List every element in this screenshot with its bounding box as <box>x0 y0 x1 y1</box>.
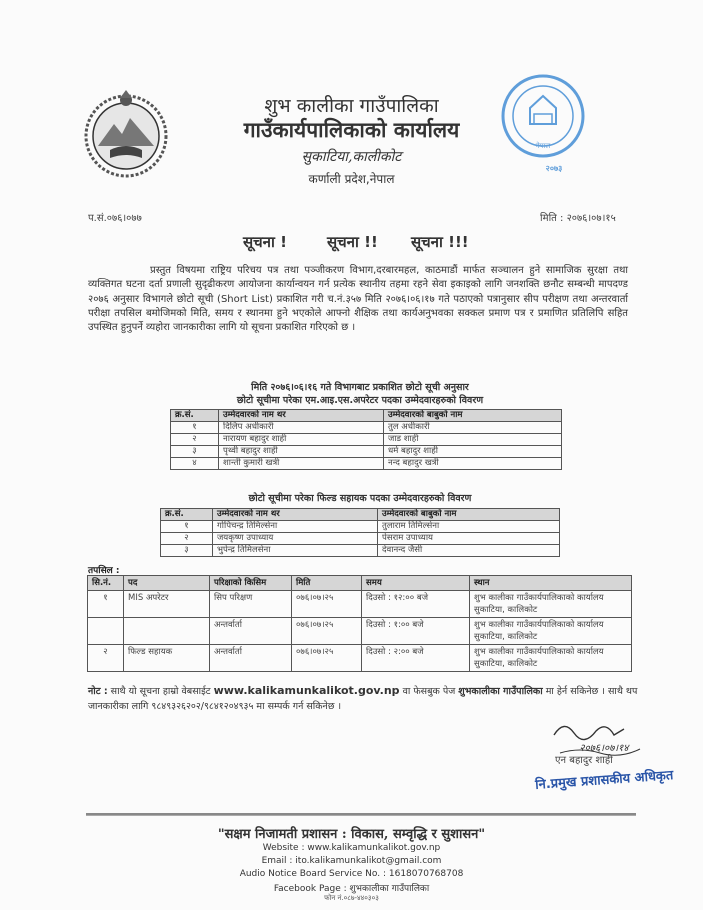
table-header-row <box>161 509 560 521</box>
cell: ४ <box>171 458 219 470</box>
table-header-row <box>88 576 632 591</box>
cell: पृथ्वी बहादुर शाही <box>219 446 384 458</box>
footer-website[interactable]: Website : www.kalikamunkalikot.gov.np <box>262 843 441 853</box>
signatory-name: एन बहादुर शाही <box>555 755 613 766</box>
col-exam-type: परिक्षाको किसिम <box>210 576 292 591</box>
notice-heading-1: सूचना ! <box>243 233 287 251</box>
col-father-name: उम्मेदवारको बाबुको नाम <box>384 410 562 422</box>
footer-facebook[interactable]: Facebook Page : शुभकालीका गाउँपालिका <box>273 884 430 894</box>
note-text-3: मा हेर्न सकिनेछ । साथै थप जानकारीका लागि ९८४९३२६२०२/९८४१२०४९३५ मा सम्पर्क गर्न सकिनेछ । <box>88 686 638 712</box>
org-name: शुभ कालीका गाउँपालिका <box>264 95 439 117</box>
cell: ३ <box>171 446 219 458</box>
col-candidate-name: उम्मेदवारको नाम थर <box>219 410 384 422</box>
col-father-name: उम्मेदवारको बाबुको नाम <box>378 509 560 521</box>
col-sn: क्र.सं. <box>171 410 219 422</box>
footer-email[interactable]: Email : ito.kalikamunkalikot@gmail.com <box>261 856 442 866</box>
cell: १ <box>171 422 219 434</box>
table-row <box>161 521 560 533</box>
col-candidate-name: उम्मेदवारको नाम थर <box>213 509 378 521</box>
cell: ०७६।०७।२५ <box>292 618 362 645</box>
footer-phone: फोन नं.०८७-४४०३०३ <box>324 894 379 902</box>
cell: तुल अधीकारी <box>384 422 562 434</box>
reference-number: प.सं.०७६।०७७ <box>88 213 142 224</box>
office-name: गाउँकार्यपालिकाको कार्यालय <box>243 117 460 142</box>
cell: शुभ कालीका गाउँकार्यपालिकाको कार्यालय सुकाटिया, कालिकोट <box>470 618 632 645</box>
col-sn: सि.नं. <box>88 576 124 591</box>
cell: पेसराम उपाध्याय <box>378 533 560 545</box>
col-sn: क्र.सं. <box>161 509 213 521</box>
col-post: पद <box>124 576 210 591</box>
cell: ३ <box>161 545 213 557</box>
table-row <box>88 645 632 672</box>
cell: १ <box>88 591 124 618</box>
schedule-table <box>87 575 632 672</box>
cell: देवानन्द जैसी <box>378 545 560 557</box>
svg-text:नेपाल: नेपाल <box>535 142 551 150</box>
province-line: कर्णाली प्रदेश,नेपाल <box>308 172 395 186</box>
footer-audio-service: Audio Notice Board Service No. : 1618070768708 <box>239 869 464 879</box>
svg-text:२०७३: २०७३ <box>545 164 563 173</box>
mis-operator-candidates-table <box>170 409 562 470</box>
cell: अन्तर्वार्ता <box>210 645 292 672</box>
note-label: नोट : <box>88 686 108 697</box>
svg-text:२०७६।०७।१४: २०७६।०७।१४ <box>579 743 629 754</box>
notice-heading-2: सूचना !! <box>327 233 378 251</box>
notice-heading-3: सूचना !!! <box>411 233 469 251</box>
cell: ०७६।०७।२५ <box>292 645 362 672</box>
note-text-2: वा फेसबुक पेज <box>399 686 459 697</box>
cell <box>124 618 210 645</box>
table-header-row <box>171 410 562 422</box>
cell: जयकृष्ण उपाध्याय <box>213 533 378 545</box>
cell: शान्ती कुमारी खत्री <box>219 458 384 470</box>
letter-date: मिति : २०७६।०७।१५ <box>540 213 616 224</box>
table-row <box>161 533 560 545</box>
table-row <box>171 446 562 458</box>
cell: तुलाराम तिमिल्सेना <box>378 521 560 533</box>
table1-caption-line2: छोटो सूचीमा परेका एम.आइ.एस.अपरेटर पदका उम्मेदवारहरुको विवरण <box>236 395 484 406</box>
cell: दिउसो : १:०० बजे <box>362 618 470 645</box>
cell: दिउसो : २:०० बजे <box>362 645 470 672</box>
schedule-label: तपसिल : <box>88 566 120 576</box>
table1-caption-line1: मिति २०७६।०६।१६ गते विभागबाट प्रकाशित छोटो सूची अनुसार <box>251 382 469 393</box>
note-paragraph <box>88 683 638 714</box>
footer-slogan: "सक्षम निजामती प्रशासन : विकास, सम्वृद्धि र सुशासन" <box>217 827 486 842</box>
signatory-title: नि.प्रमुख प्रशासकीय अधिकृत <box>534 768 674 793</box>
table-row <box>88 618 632 645</box>
footer-divider <box>86 813 636 816</box>
cell: नन्द बहादुर खत्री <box>384 458 562 470</box>
cell: शुभ कालीका गाउँकार्यपालिकाको कार्यालय सुकाटिया, कालिकोट <box>470 591 632 618</box>
cell: MIS अपरेटर <box>124 591 210 618</box>
note-facebook-page[interactable]: शुभकालीका गाउँपालिका <box>458 686 543 697</box>
notice-body: प्रस्तुत विषयमा राष्ट्रिय परिचय पत्र तथा पञ्जीकरण विभाग,दरबारमहल, काठमाडौं मार्फत सञ्चालन हुने सामाजिक सुरक्षा तथा व्यक्तिगत घटना दर्ता प्रणाली सुदृढीकरण आयोजना कार्यान्वयन गर्न प्रत्येक स्थानीय तहमा रहने सेवा इकाइको लागि जनशक्ति छनौट सम्बन्धी मापदण्ड २०७६ अनुसार विभागले छोटो सूची (Short List) प्रकाशित गरी च.नं.३५७ मिति २०७६।०६।१७ गते पठाएको पत्रानुसार सीप परीक्षण तथा अन्तरवार्ता परीक्षा तपसिल बमोजिमको मिति, समय र स्थानमा हुने भएकोले आफ्नो शैक्षिक तथा कार्यअनुभवका सक्कल प्रमाण पत्र र प्रमाणित प्रतिलिपि सहित उपस्थित हुनुपर्ने व्यहोरा जानकारीका लागि यो सूचना प्रकाशित गरिएको छ । <box>88 265 628 334</box>
table-row <box>171 434 562 446</box>
cell: फिल्ड सहायक <box>124 645 210 672</box>
office-location: सुकाटिया,कालीकोट <box>301 149 402 165</box>
note-website-link[interactable]: www.kalikamunkalikot.gov.np <box>213 684 400 697</box>
col-date: मिति <box>292 576 362 591</box>
cell: शुभ कालीका गाउँकार्यपालिकाको कार्यालय सुकाटिया, कालिकोट <box>470 645 632 672</box>
table-row <box>161 545 560 557</box>
cell: दिउसो : १२:०० बजे <box>362 591 470 618</box>
cell: धर्म बहादुर शाही <box>384 446 562 458</box>
cell: २ <box>88 645 124 672</box>
cell <box>88 618 124 645</box>
cell: गोपिचन्द्र तिमिल्सेना <box>213 521 378 533</box>
col-time: समय <box>362 576 470 591</box>
cell: १ <box>161 521 213 533</box>
cell: अन्तर्वार्ता <box>210 618 292 645</box>
table-row <box>88 591 632 618</box>
cell: भुपेन्द्र तिमिलसेना <box>213 545 378 557</box>
cell: २ <box>161 533 213 545</box>
cell: दिलिप अधीकारी <box>219 422 384 434</box>
cell: नारायण बहादुर शाही <box>219 434 384 446</box>
cell: ०७६।०७।२५ <box>292 591 362 618</box>
table-row <box>171 458 562 470</box>
table-row <box>171 422 562 434</box>
field-assistant-candidates-table <box>160 508 560 557</box>
cell: सिप परिक्षण <box>210 591 292 618</box>
col-venue: स्थान <box>470 576 632 591</box>
table2-caption: छोटो सूचीमा परेका फिल्ड सहायक पदका उम्मेदवारहरुको विवरण <box>248 493 472 504</box>
cell: २ <box>171 434 219 446</box>
cell: जाड शाही <box>384 434 562 446</box>
note-text-1: साथै यो सूचना हाम्रो वेबसाईट <box>107 686 214 697</box>
